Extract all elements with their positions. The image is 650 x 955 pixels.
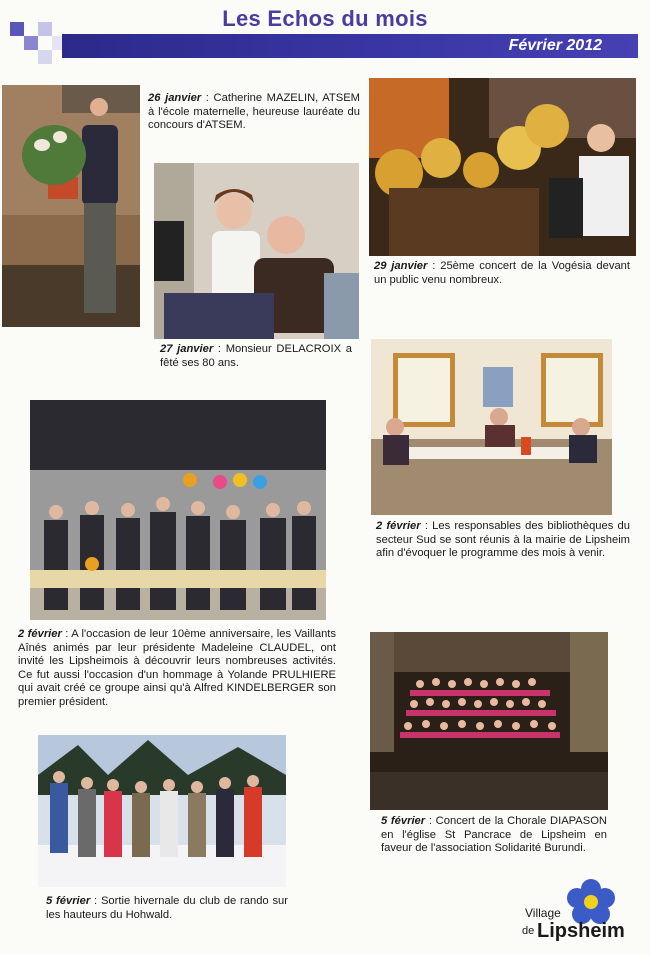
caption-atsem: 26 janvier : Catherine MAZELIN, ATSEM à l'école maternelle, heureuse lauréate du concours d'ATSEM. [148, 92, 361, 132]
photo-atsem-laureate [2, 85, 140, 327]
photo-vaillants-aines [30, 400, 326, 620]
lipsheim-flower-logo [566, 878, 616, 924]
header-decor-squares [10, 22, 70, 64]
caption-vaillants-aines: 2 février : A l'occasion de leur 10ème anniversaire, les Vaillants Aînés animés par leur présidente Madeleine CLAUDEL, ont invité les Lipsheimois à découvrir leurs nombreuses activités. Ce fut aussi l'occasion d'un hommage à Yolande PRULHIERE qui avait créé ce groupe ainsi qu'à Alfred KINDELBERGER son premier président. [18, 628, 336, 708]
caption-chorale: 5 février : Concert de la Chorale DIAPASON en l'église St Pancrace de Lipsheim en faveur de l'association Solidarité Burundi. [381, 815, 607, 855]
caption-delacroix: 27 janvier : Monsieur DELACROIX a fêté ses 80 ans. [160, 343, 352, 369]
logo-de-word: de [522, 925, 535, 937]
caption-library: 2 février : Les responsables des bibliothèques du secteur Sud se sont réunis à la mairie de Lipsheim afin d'évoquer le programme des mois à venir. [376, 520, 630, 560]
page-title: Les Echos du mois [222, 6, 428, 31]
issue-date: Février 2012 [508, 37, 602, 54]
photo-rando-hohwald [38, 735, 286, 887]
photo-vogesia-concert [369, 78, 636, 256]
logo-village-word: Village [525, 906, 561, 920]
caption-vogesia: 29 janvier : 25ème concert de la Vogésia devant un public venu nombreux. [374, 260, 631, 286]
caption-rando: 5 février : Sortie hivernale du club de rando sur les hauteurs du Hohwald. [46, 895, 288, 921]
logo-lipsheim-word: Lipsheim [537, 920, 625, 942]
photo-chorale-diapason [370, 632, 608, 810]
photo-delacroix-birthday [154, 163, 359, 339]
photo-library-meeting [371, 339, 612, 515]
